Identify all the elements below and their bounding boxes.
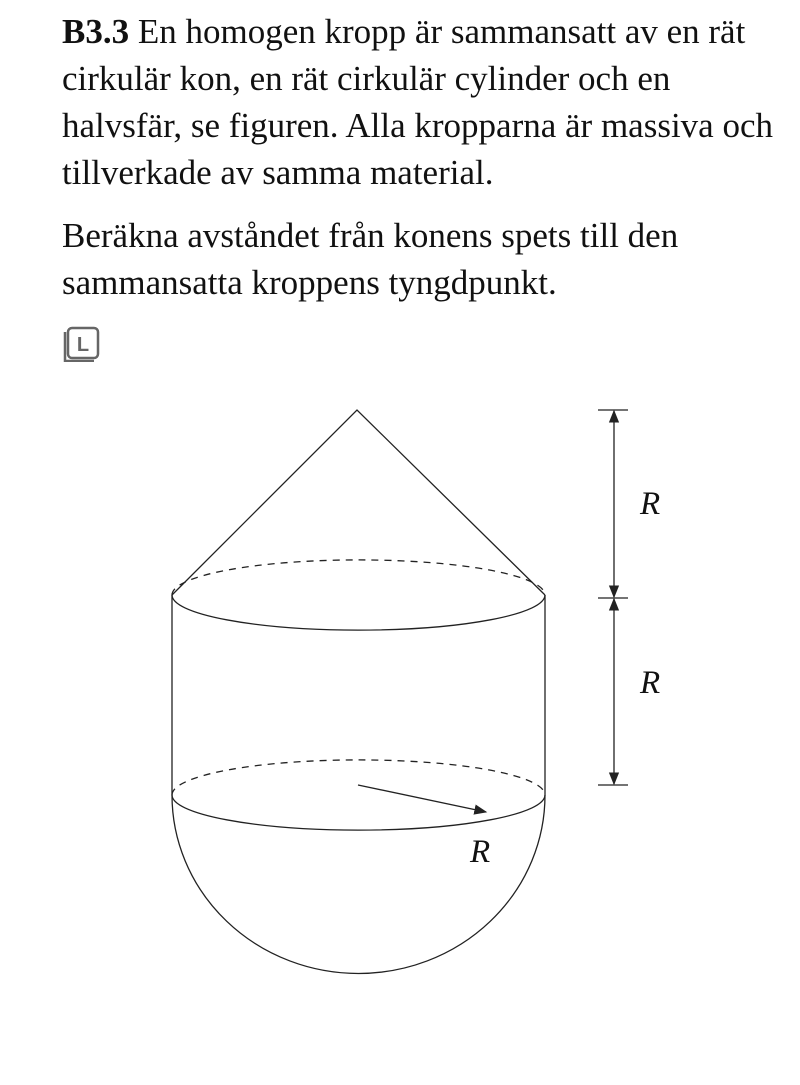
problem-intro-text: En homogen kropp är sammansatt av en rät cirkulär kon, en rät cirkulär cylinder och en halvsfär, se figuren. Alla kropparna är massiva och tillverkade av samma material. bbox=[62, 12, 773, 192]
cylinder-height-label: R bbox=[640, 665, 661, 701]
level-l-icon bbox=[62, 322, 102, 362]
radius-arrow bbox=[358, 785, 486, 812]
composite-body-diagram bbox=[0, 380, 800, 1000]
cone-outline bbox=[172, 410, 545, 595]
problem-number: B3.3 bbox=[62, 12, 130, 51]
problem-paragraph-intro bbox=[62, 8, 782, 196]
radius-label: R bbox=[470, 834, 491, 870]
top-ellipse-front bbox=[172, 595, 545, 630]
problem-text bbox=[62, 8, 782, 306]
solution-level-badge[interactable] bbox=[62, 322, 102, 362]
bottom-ellipse-back bbox=[172, 760, 545, 795]
cone-height-label: R bbox=[640, 486, 661, 522]
bottom-ellipse-front bbox=[172, 795, 545, 830]
top-ellipse-back bbox=[172, 560, 545, 595]
badge-letter: L bbox=[76, 334, 90, 356]
hemisphere-outline bbox=[172, 795, 545, 973]
composite-body-figure bbox=[0, 380, 800, 1000]
problem-question: Beräkna avståndet från konens spets till den sammansatta kroppens tyngdpunkt. bbox=[62, 216, 679, 302]
